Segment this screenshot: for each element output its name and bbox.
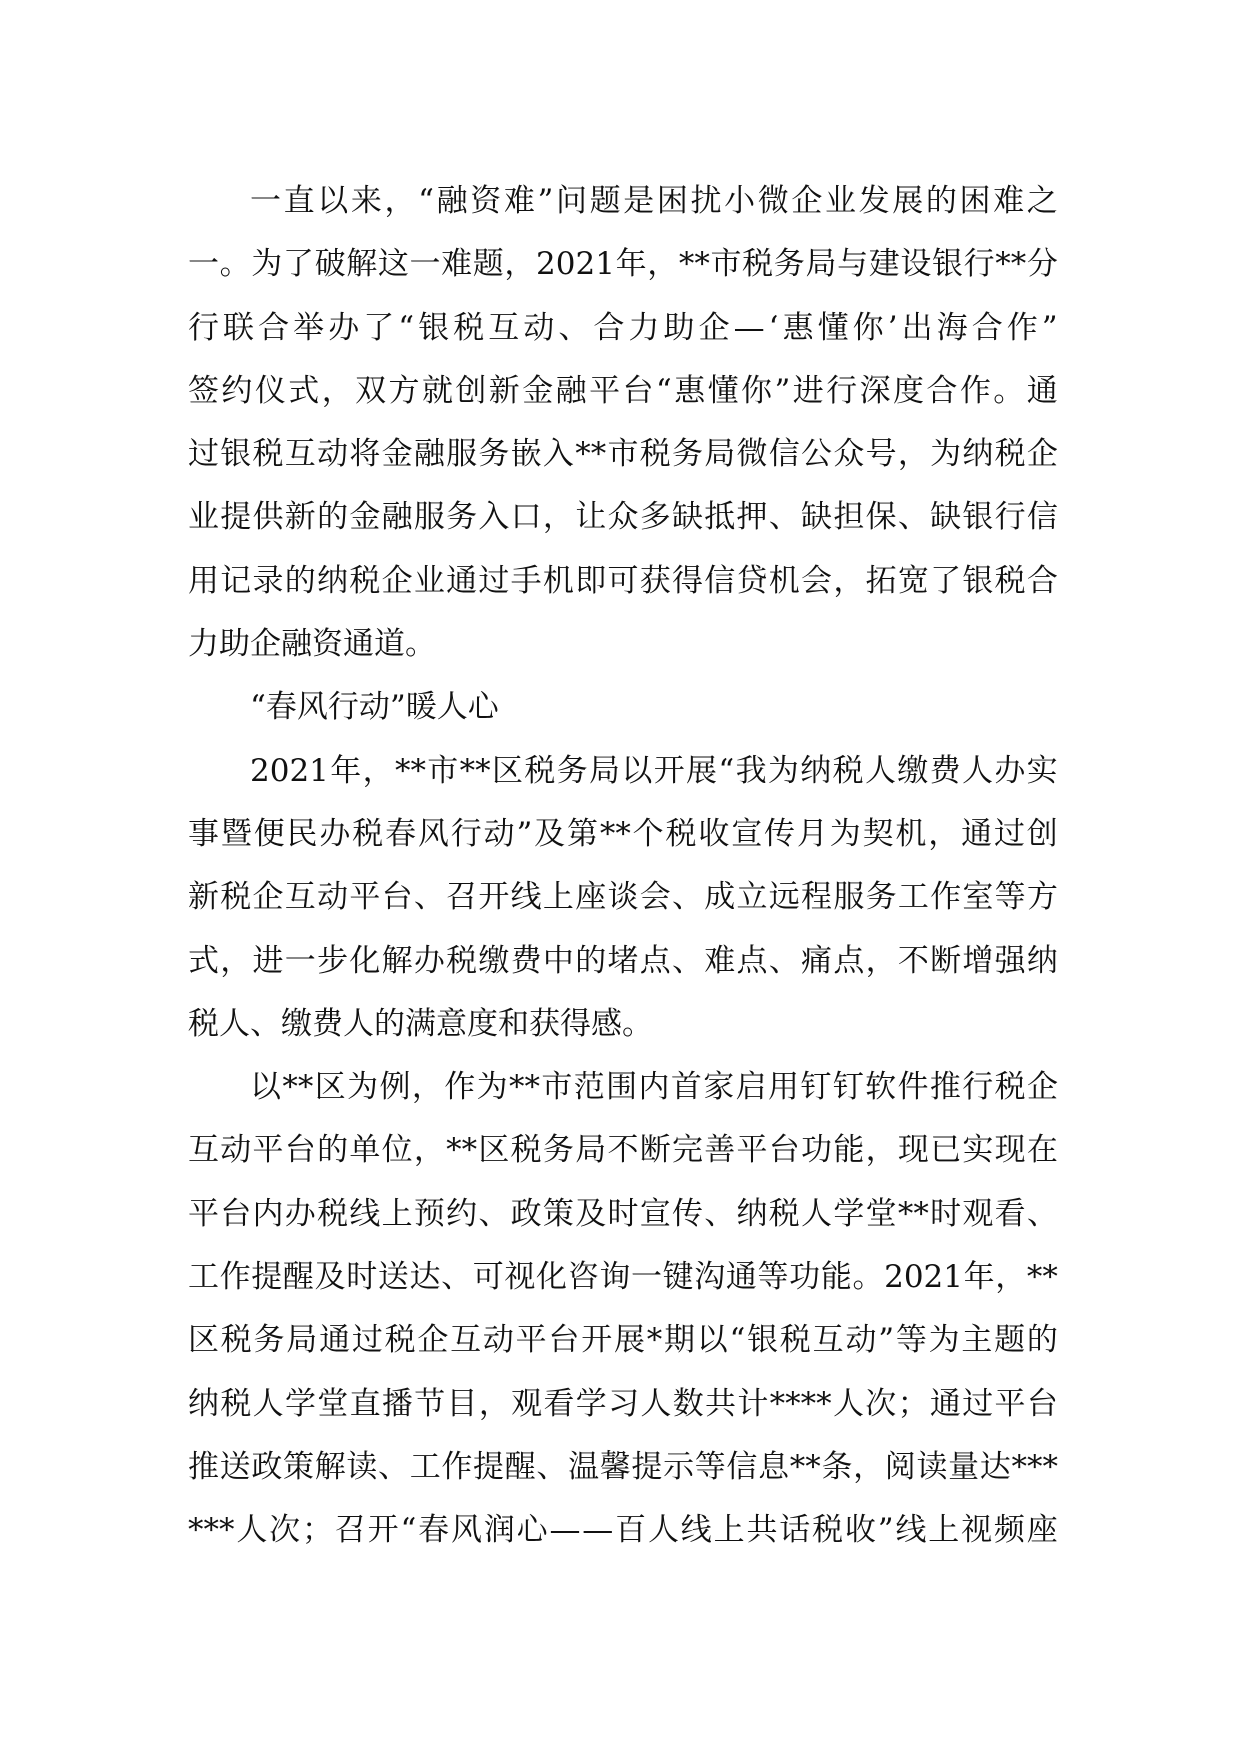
text-line: 一 。 为 了 破 解 这 一 难 题 ， 2021 年 ， ** 市 税 务 局 与 建 设 银 行 ** 分	[188, 246, 1058, 283]
text-line: 以 ** 区 为 例 ， 作 为 ** 市 范 围 内 首 家 启 用 钉 钉 软 件 推 行 税 企	[250, 1069, 1058, 1106]
text-line: 签 约 仪 式 ， 双 方 就 创 新 金 融 平 台 “ 惠 懂 你 ” 进 行 深 度 合 作 。 通	[188, 372, 1058, 409]
text-line: 区 税 务 局 通 过 税 企 互 动 平 台 开 展 * 期 以 “ 银 税 互 动 ” 等 为 主 题 的	[188, 1322, 1058, 1359]
text-line: 互 动 平 台 的 单 位 ， ** 区 税 务 局 不 断 完 善 平 台 功 能 ， 现 已 实 现 在	[188, 1132, 1058, 1169]
text-line: 一 直 以 来 ， “ 融 资 难 ” 问 题 是 困 扰 小 微 企 业 发 展 的 困 难 之	[250, 183, 1058, 219]
text-line: 2021 年 ， ** 市 ** 区 税 务 局 以 开 展 “ 我 为 纳 税 人 缴 费 人 办 实	[250, 752, 1058, 789]
text-line: 式 ， 进 一 步 化 解 办 税 缴 费 中 的 堵 点 、 难 点 、 痛 点 ， 不 断 增 强 纳	[188, 942, 1058, 979]
text-line: 纳 税 人 学 堂 直 播 节 目 ， 观 看 学 习 人 数 共 计 **** 人 次 ； 通 过 平 台	[188, 1385, 1058, 1422]
text-line: 平 台 内 办 税 线 上 预 约 、 政 策 及 时 宣 传 、 纳 税 人 学 堂 ** 时 观 看 、	[188, 1195, 1058, 1232]
text-line: 力助企融资通道。	[188, 626, 436, 663]
text-line: *** 人 次 ； 召 开 “ 春 风 润 心 — — 百 人 线 上 共 话 税 收 ” 线 上 视 频 座	[188, 1512, 1058, 1549]
text-line: 用 记 录 的 纳 税 企 业 通 过 手 机 即 可 获 得 信 贷 机 会 ， 拓 宽 了 银 税 合	[188, 562, 1058, 599]
text-line: 过 银 税 互 动 将 金 融 服 务 嵌 入 ** 市 税 务 局 微 信 公 众 号 ， 为 纳 税 企	[188, 436, 1058, 473]
document-body	[188, 170, 1058, 1563]
text-line: 事 暨 便 民 办 税 春 风 行 动 ” 及 第 ** 个 税 收 宣 传 月 为 契 机 ， 通 过 创	[188, 815, 1058, 852]
text-line: 税人、缴费人的满意度和获得感。	[188, 1005, 653, 1042]
text-line: “春风行动”暖人心	[250, 689, 499, 726]
text-line: 业 提 供 新 的 金 融 服 务 入 口 ， 让 众 多 缺 抵 押 、 缺 担 保 、 缺 银 行 信	[188, 499, 1058, 536]
text-line: 工 作 提 醒 及 时 送 达 、 可 视 化 咨 询 一 键 沟 通 等 功 能 。 2021 年 ， **	[188, 1259, 1058, 1296]
text-line: 行 联 合 举 办 了 “ 银 税 互 动 、 合 力 助 企 — ‘ 惠 懂 你 ’ 出 海 合 作 ”	[188, 309, 1058, 346]
text-line: 推 送 政 策 解 读 、 工 作 提 醒 、 温 馨 提 示 等 信 息 ** 条 ， 阅 读 量 达 ***	[188, 1448, 1058, 1485]
text-line: 新 税 企 互 动 平 台 、 召 开 线 上 座 谈 会 、 成 立 远 程 服 务 工 作 室 等 方	[188, 879, 1058, 916]
